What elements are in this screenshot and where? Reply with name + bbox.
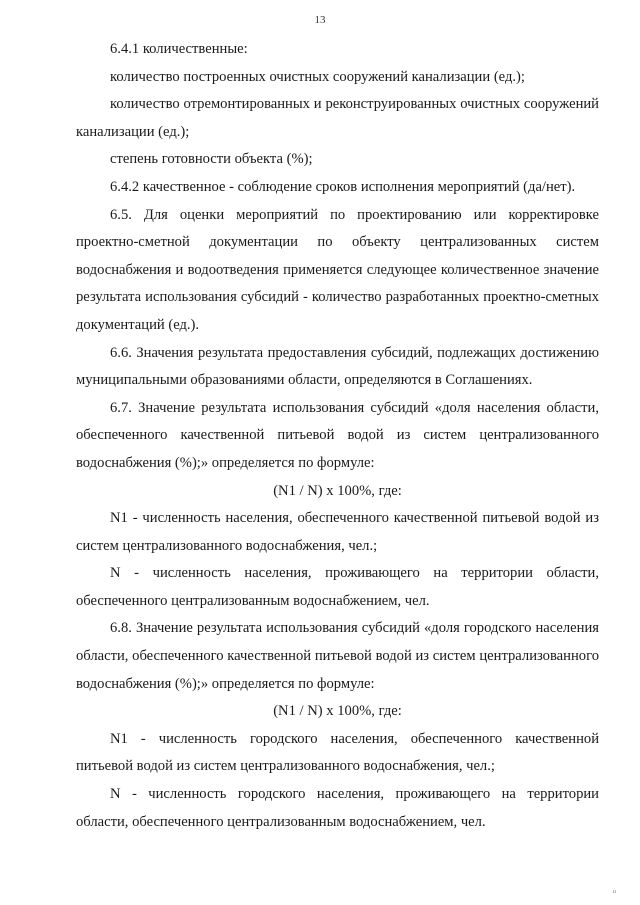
formula-6-8: (N1 / N) x 100%, где: (273, 703, 402, 720)
paragraph-6-7: 6.7. Значение результата использования субсидий «доля населения области, обеспеченного качественной питьевой водой из систем централизованного водоснабжения (%);» определяется по формуле: (76, 399, 599, 471)
paragraph-6-4-1: 6.4.1 количественные: (110, 41, 248, 57)
corner-mark: ıı (612, 889, 616, 895)
paragraph-repaired-facilities: количество отремонтированных и реконструированных очистных сооружений канализации (ед.); (76, 96, 599, 140)
definition-n-6-7: N - численность населения, проживающего на территории области, обеспеченного централизованным водоснабжением, чел. (76, 565, 599, 609)
paragraph-6-8: 6.8. Значение результата использования субсидий «доля городского населения области, обеспеченного качественной питьевой водой из систем централизованного водоснабжения (%);» определяется по формуле: (76, 620, 599, 692)
page-number: 13 (314, 14, 326, 26)
document-body (76, 36, 599, 836)
paragraph-6-6: 6.6. Значения результата предоставления субсидий, подлежащих достижению муниципальными образованиями области, определяются в Соглашениях. (76, 344, 599, 389)
paragraph-readiness: степень готовности объекта (%); (110, 151, 313, 168)
paragraph-built-facilities: количество построенных очистных сооружений канализации (ед.); (110, 68, 525, 85)
formula-6-7: (N1 / N) x 100%, где: (273, 482, 402, 499)
paragraph-6-4-2: 6.4.2 качественное - соблюдение сроков исполнения мероприятий (да/нет). (110, 178, 576, 195)
paragraph-6-5: 6.5. Для оценки мероприятий по проектированию или корректировке проектно-сметной документации по объекту централизованных систем водоснабжения и водоотведения применяется следующее количественное значение результата использования субсидий - количество разработанных проектно-сметных документаций (ед.). (76, 206, 599, 333)
definition-n-6-8: N - численность городского населения, проживающего на территории области, обеспеченного централизованным водоснабжением, чел. (76, 786, 599, 830)
definition-n1-6-7: N1 - численность населения, обеспеченного качественной питьевой водой из систем централизованного водоснабжения, чел.; (76, 510, 599, 554)
definition-n1-6-8: N1 - численность городского населения, обеспеченного качественной питьевой водой из систем централизованного водоснабжения, чел.; (76, 730, 599, 775)
